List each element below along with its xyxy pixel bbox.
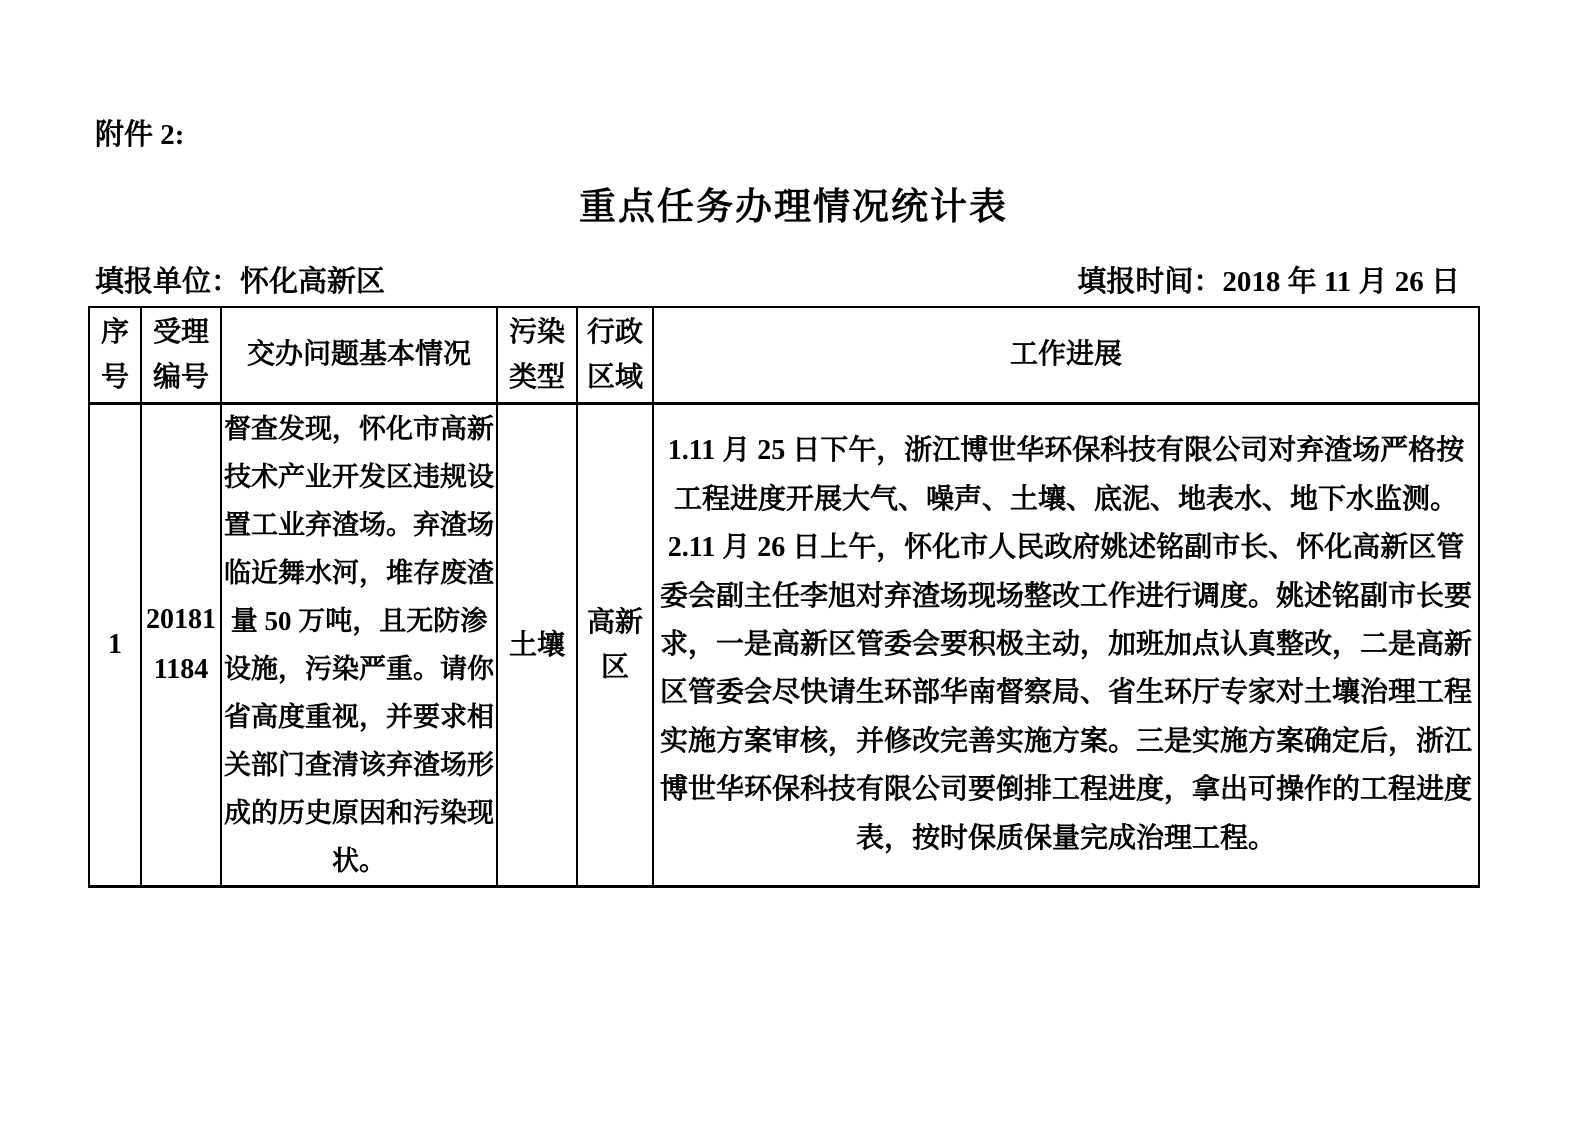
cell-index: 1 [89,404,141,887]
col-header-progress: 工作进展 [653,307,1479,404]
progress-item-2: 2.11 月 26 日上午，怀化市人民政府姚述铭副市长、怀化高新区管委会副主任李旭对弃渣场现场整改工作进行调度。姚述铭副市长要求，一是高新区管委会要积极主动，加班加点认真整改，二是高新区管委会尽快请生环部华南督察局、省生环厅专家对土壤治理工程实施方案审核，并修改完善实施方案。三是实施方案确定后，浙江博世华环保科技有限公司要倒排工程进度，拿出可操作的工程进度表，按时保质保量完成治理工程。 [659,532,1472,854]
col-header-case-number: 受理编号 [141,307,221,404]
table-row [89,404,1479,887]
case-number-line-1: 20181 [146,604,216,636]
col-header-index: 序号 [89,307,141,404]
cell-problem: 督查发现，怀化市高新技术产业开发区违规设置工业弃渣场。弃渣场临近舞水河，堆存废渣量 50 万吨，且无防渗设施，污染严重。请你省高度重视，并要求相关部门查清该弃渣场形成的历史原因和污染现状。 [221,404,497,887]
reporting-time: 填报时间：2018 年 11 月 26 日 [1077,266,1460,298]
page-title: 重点任务办理情况统计表 [579,187,1008,228]
col-header-region: 行政区域 [577,307,653,404]
cell-progress [653,404,1479,887]
table-header-row [89,307,1479,404]
cell-region: 高新区 [577,404,653,887]
cell-case-number [141,404,221,887]
progress-item-1: 1.11 月 25 日下午，浙江博世华环保科技有限公司对弃渣场严格按工程进度开展大气、噪声、土壤、底泥、地表水、地下水监测。 [667,435,1465,515]
col-header-problem: 交办问题基本情况 [221,307,497,404]
case-number-line-2: 1184 [153,654,209,686]
col-header-pollution-type: 污染类型 [497,307,577,404]
meta-row [95,259,1460,300]
attachment-label: 附件 2: [95,119,185,151]
cell-pollution-type: 土壤 [497,404,577,887]
statistics-table [88,306,1480,888]
reporting-unit: 填报单位：怀化高新区 [95,266,386,298]
